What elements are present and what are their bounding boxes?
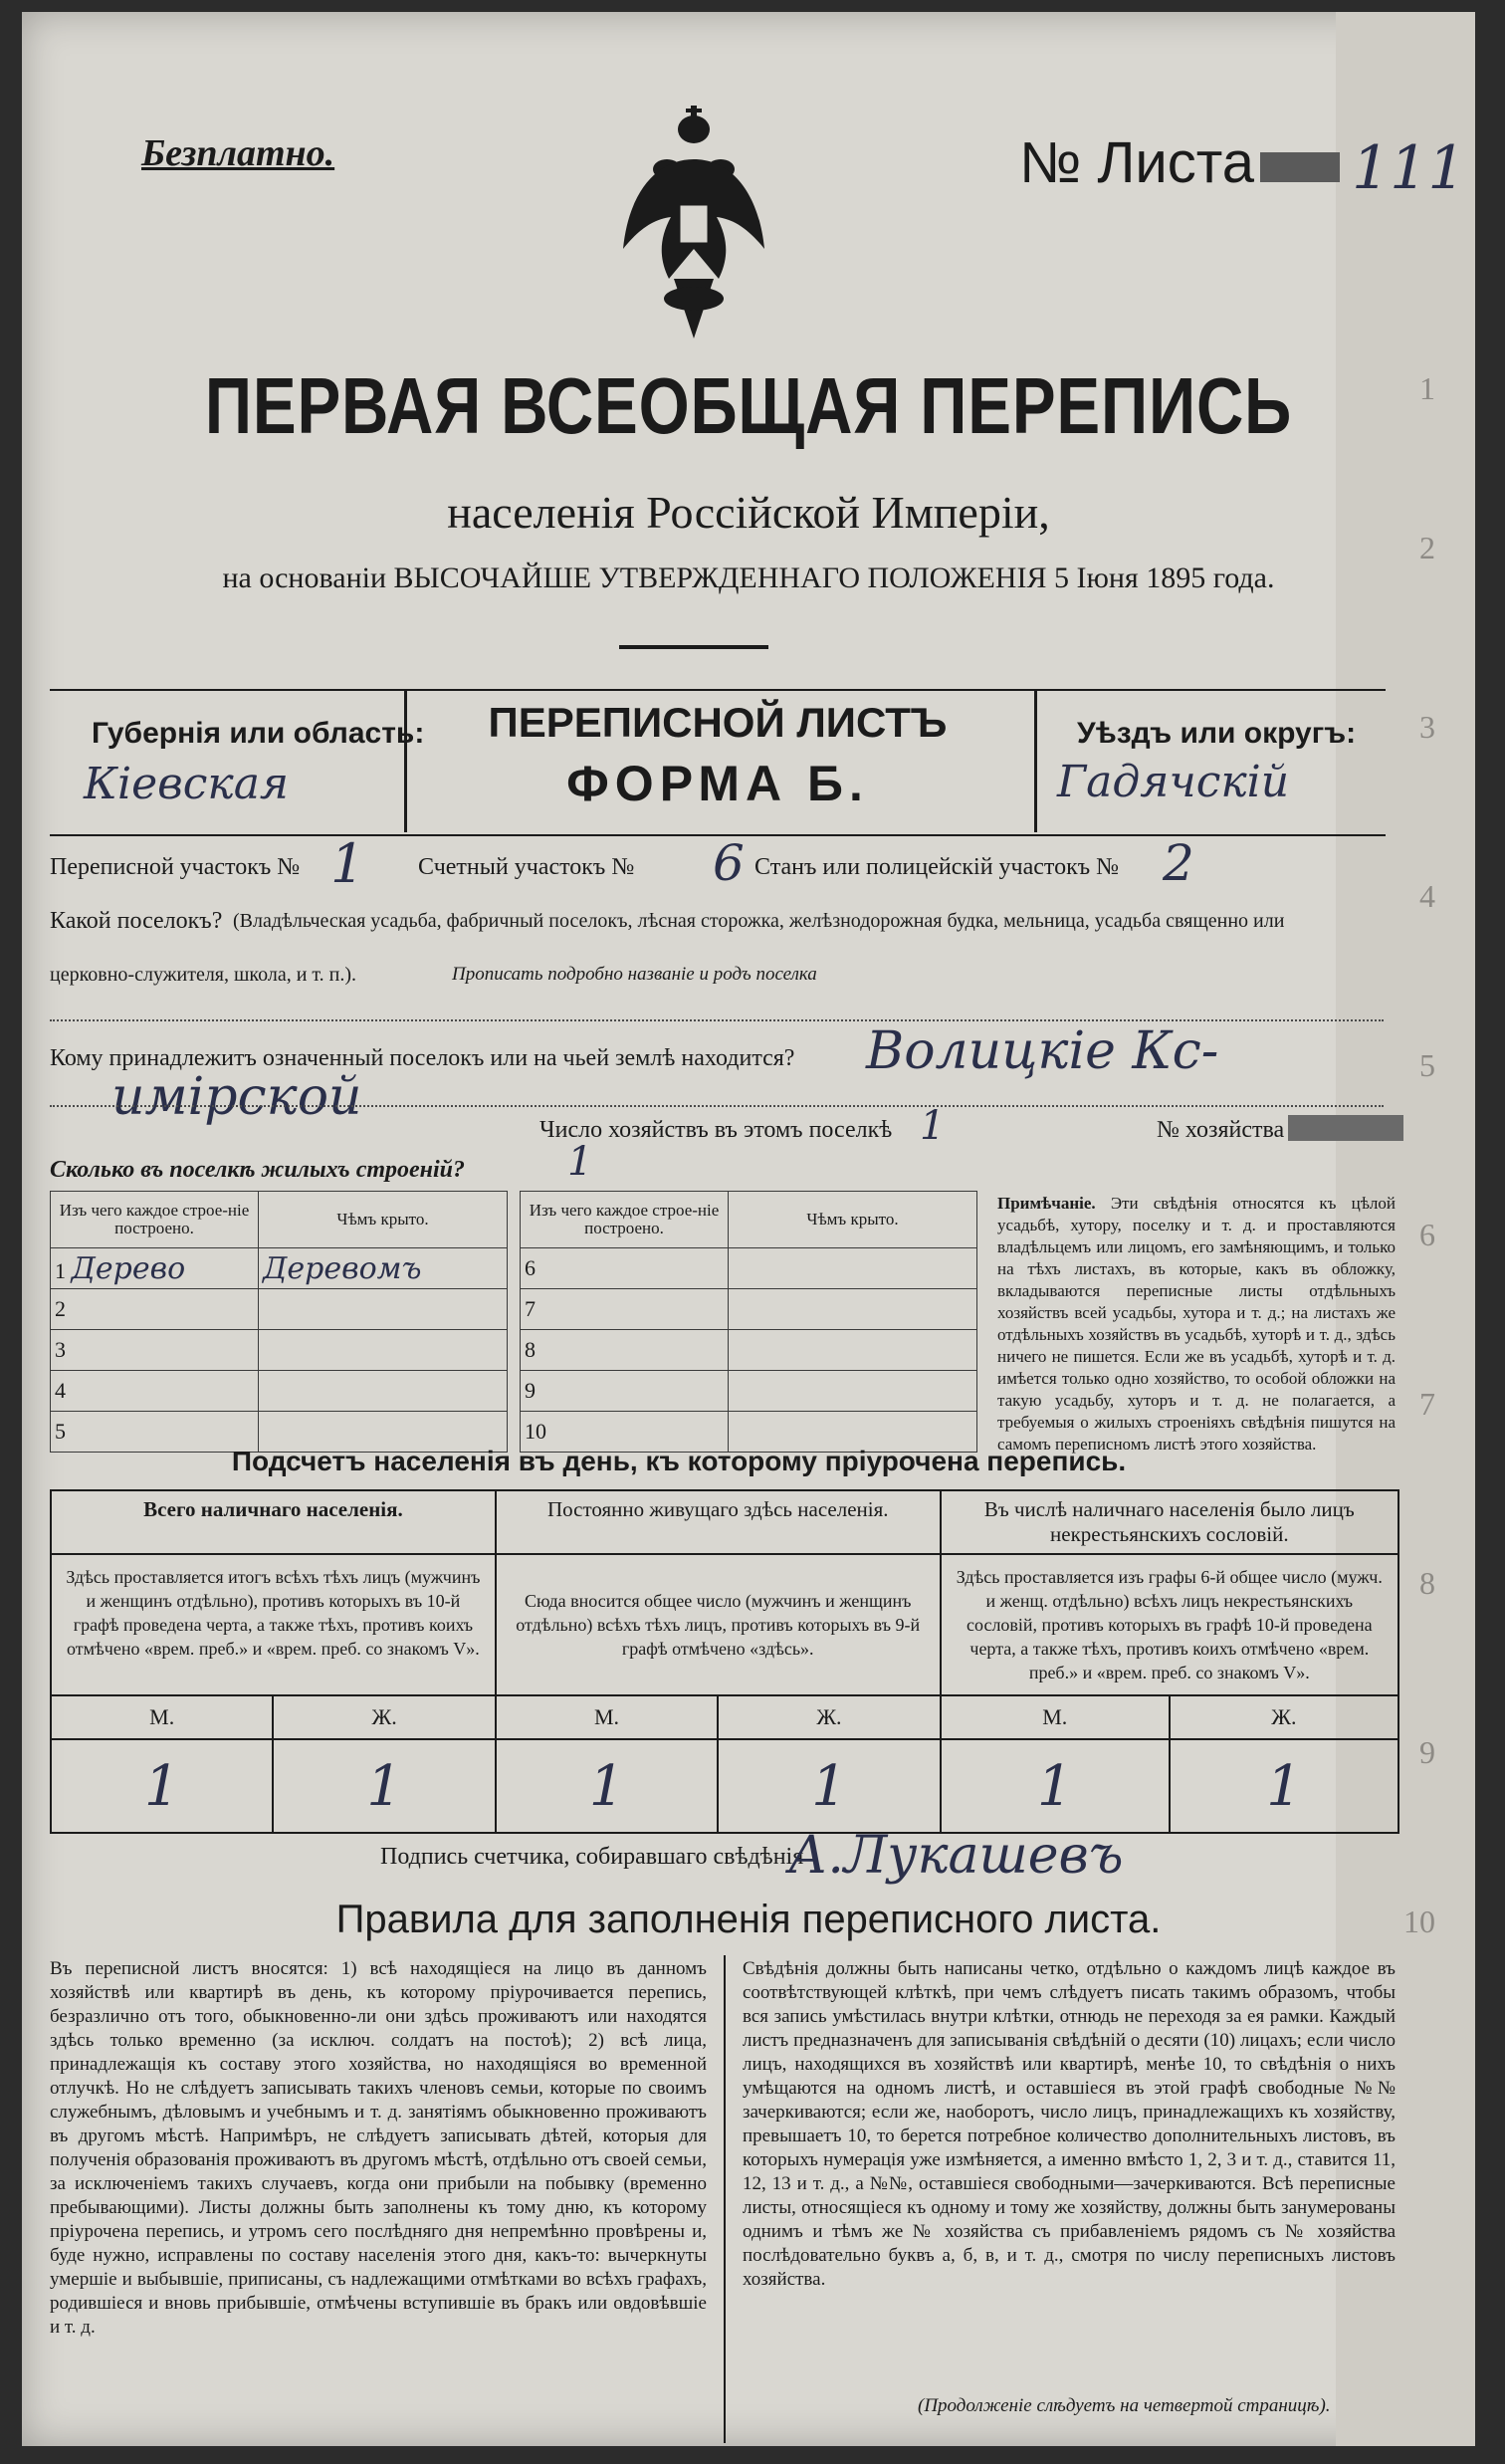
- col-material-header: Изъ чего каждое строе-ніе построено.: [51, 1192, 259, 1248]
- buildings-label: Сколько въ поселкѣ жилыхъ строеній?: [50, 1157, 465, 1183]
- free-label: Безплатно.: [141, 132, 335, 174]
- margin-number: 7: [1419, 1386, 1435, 1422]
- table-row: 2: [51, 1289, 508, 1330]
- rules-continued: (Продолженіе слѣдуетъ на четвертой страницѣ).: [918, 2395, 1331, 2416]
- table-row: 7: [521, 1289, 977, 1330]
- group-title: Въ числѣ наличнаго населенія было лицъ некрестьянскихъ сословій.: [941, 1490, 1398, 1554]
- sheet-number-label: № Листа: [1019, 129, 1340, 196]
- margin-number: 2: [1419, 530, 1435, 565]
- male-count: 1: [51, 1739, 273, 1833]
- female-header: Ж.: [273, 1695, 495, 1739]
- guberniya-value: Кіевская: [84, 759, 290, 809]
- col-roof-header: Чѣмъ крыто.: [729, 1192, 977, 1248]
- margin-number: 10: [1403, 1904, 1435, 1939]
- column-divider: [724, 1955, 726, 2443]
- owner-line: [50, 1103, 1384, 1107]
- margin-number: 1: [1419, 370, 1435, 406]
- table-row: 8: [521, 1330, 977, 1371]
- male-header: М.: [51, 1695, 273, 1739]
- group-desc: Сюда вносится общее число (мужчинъ и женщинъ отдѣльно) всѣхъ тѣхъ лицъ, противъ которыхъ въ 9-й графѣ отмѣчено «здѣсь».: [496, 1554, 941, 1695]
- margin-number: 9: [1419, 1734, 1435, 1770]
- count-heading: Подсчетъ населенія въ день, къ которому пріурочена перепись.: [231, 1446, 1127, 1476]
- rules-left-column: Въ переписной листъ вносятся: 1) всѣ находящіеся на лицо въ данномъ хозяйствѣ или квартирѣ въ день, къ которому пріурочивается перепись, безразлично отъ того, обыкновенно-ли они здѣсь проживаютъ или находятся здѣсь только временно (за исключ. солдатъ на постоѣ); 2) всѣ лица, принадлежащія къ составу этого хозяйства, но находящіяся во временной отлучкѣ. Но не слѣдуетъ записывать такихъ членовъ семьи, которые по своимъ служебнымъ, дѣловымъ и учебнымъ и т. д. занятіямъ обыкновенно проживаютъ въ другомъ мѣстѣ. Напримѣръ, не слѣдуетъ записывать дѣтей, которыя для полученія образованія проживаютъ въ другомъ мѣстѣ, отдѣльно отъ своей семьи, за исключеніемъ такихъ случаевъ, когда они прибыли на побывку (временно пребывающими). Листы должны быть заполнены къ тому дню, къ которому пріурочена перепись, и утромъ сего послѣдняго дня непремѣнно провѣрены и, буде нужно, исправлены по составу населенія этого дня, какъ-то: вычеркнуты умершіе и выбывшіе, приписаны, съ надлежащими отмѣтками во всѣхъ графахъ, родившіеся и вновь прибывшіе, отмѣчены вступившіе въ бракъ или овдовѣвшіе и т. д.: [50, 1958, 707, 2338]
- household-no-redacted: [1288, 1115, 1403, 1141]
- female-count: 1: [273, 1739, 495, 1833]
- census-decree: на основаніи ВЫСОЧАЙШЕ УТВЕРЖДЕННАГО ПОЛОЖЕНІЯ 5 Іюня 1895 года.: [222, 561, 1275, 594]
- table-row: 3: [51, 1330, 508, 1371]
- col-roof-header: Чѣмъ крыто.: [259, 1192, 508, 1248]
- sheet-number-handwritten: 111: [1352, 133, 1466, 203]
- margin-number: 8: [1419, 1565, 1435, 1601]
- census-subtitle: населенія Россійской Имперіи,: [447, 487, 1050, 538]
- poselok-hint-3: Прописать подробно названіе и родъ поселка: [452, 964, 817, 985]
- male-header: М.: [496, 1695, 718, 1739]
- table-row: 10: [521, 1412, 977, 1453]
- uezd-label: Уѣздъ или округъ:: [1077, 717, 1357, 750]
- col-material-header: Изъ чего каждое строе-ніе построено.: [521, 1192, 729, 1248]
- schetny-label: Счетный участокъ №: [418, 854, 635, 880]
- household-no-label: № хозяйства: [1157, 1117, 1285, 1143]
- poselok-hint-2: церковно-служителя, школа, и т. п.).: [50, 964, 356, 986]
- buildings-table-right: [520, 1191, 977, 1453]
- rules-title: Правила для заполненія переписного листа.: [335, 1898, 1162, 1941]
- perepisnoy-label: Переписной участокъ №: [50, 854, 301, 880]
- owner-value-1: Волицкіе Кс-: [866, 1021, 1219, 1081]
- table-row: 1 Дерево Деревомъ: [51, 1248, 508, 1289]
- divider: [619, 645, 768, 649]
- female-header: Ж.: [718, 1695, 940, 1739]
- perepisnoy-value: 1: [330, 832, 365, 895]
- owner-label: Кому принадлежитъ означенный поселокъ или на чьей землѣ находится?: [50, 1045, 795, 1071]
- male-count: 1: [496, 1739, 718, 1833]
- male-header: М.: [941, 1695, 1170, 1739]
- table-row: 9: [521, 1371, 977, 1412]
- imperial-eagle-emblem: [619, 100, 768, 348]
- buildings-table-left: [50, 1191, 508, 1453]
- group-title: Постоянно живущаго здѣсь населенія.: [496, 1490, 941, 1554]
- poselok-label: Какой поселокъ?: [50, 908, 223, 934]
- buildings-note: Примѣчаніе. Эти свѣдѣнія относятся къ цѣлой усадьбѣ, хутору, поселку и т. д. и проставляются владѣльцемъ или лицомъ, его замѣняющимъ, и только на тѣхъ листахъ, въ которые, какъ въ обложку, вкладываются переписные листы отдѣльныхъ хозяйствъ всей усадьбы, хутора и т. д.; на листахъ же отдѣльныхъ хозяйствъ въ усадьбѣ, хуторѣ и т. д., здѣсь ничего не пишется. Если же въ усадьбѣ, хуторѣ и т. д. имѣется только одно хозяйство, то особой обложки на такую усадьбу, хуторъ и т. д. не полагается, а требуемыя о жилыхъ строеніяхъ свѣдѣнія пишутся на самомъ переписномъ листѣ этого хозяйства.: [997, 1194, 1397, 1454]
- table-row: 4: [51, 1371, 508, 1412]
- female-count: 1: [1170, 1739, 1398, 1833]
- schetny-value: 6: [713, 834, 745, 892]
- group-title: Всего наличнаго населенія.: [51, 1490, 496, 1554]
- form-subtitle: ФОРМА Б.: [566, 756, 869, 811]
- rules-right-column: Свѣдѣнія должны быть написаны четко, отдѣльно о каждомъ лицѣ каждое въ соотвѣтствующей клѣткѣ, при чемъ слѣдуетъ писать такимъ образомъ, чтобы вся запись умѣстилась внутри клѣтки, отнюдь не переходя за ея рамки. Каждый листъ предназначенъ для записыванія свѣдѣній о десяти (10) лицахъ; если число лицъ, находящихся въ хозяйствѣ или квартирѣ, менѣе 10, то свѣдѣнія о нихъ умѣщаются на одномъ листѣ, и оставшіеся въ этой графѣ свободные №№ зачеркиваются; если же, наоборотъ, число лицъ, принадлежащихъ къ хозяйству, превышаетъ 10, то берется потребное количество дополнительныхъ листовъ, въ которыхъ нумерація уже измѣняется, а именно вмѣсто 1, 2, 3 и т. д., ставится 11, 12, 13 и т. д., а №№, оставшіеся свободными—зачеркиваются. Всѣ переписные листы, относящіеся къ одному и тому же хозяйству, должны быть занумерованы однимъ и тѣмъ же № хозяйства съ прибавленіемъ рядомъ съ № хозяйства послѣдовательно буквъ а, б, в, и т. д., смотря по числу переписныхъ листовъ хозяйства.: [743, 1958, 1396, 2290]
- stan-value: 2: [1163, 834, 1194, 892]
- census-sheet: [22, 12, 1475, 2446]
- households-label: Число хозяйствъ въ этомъ поселкѣ: [539, 1117, 893, 1143]
- female-header: Ж.: [1170, 1695, 1398, 1739]
- female-count: 1: [718, 1739, 940, 1833]
- group-desc: Здѣсь проставляется изъ графы 6-й общее число (мужч. и женщ. отдѣльно) всѣхъ лицъ некрестьянскихъ сословій, противъ которыхъ въ графѣ 10-й проведена черта, а также тѣхъ, противъ коихъ отмѣчено «врем. преб.» и «врем. преб. со знакомъ V».: [941, 1554, 1398, 1695]
- households-value: 1: [920, 1103, 946, 1149]
- guberniya-label: Губернія или область:: [92, 717, 425, 750]
- uezd-value: Гадячскій: [1057, 757, 1290, 807]
- census-title: ПЕРВАЯ ВСЕОБЩАЯ ПЕРЕПИСЬ: [204, 361, 1293, 450]
- margin-number: 5: [1419, 1047, 1435, 1083]
- population-count-table: [50, 1489, 1399, 1834]
- group-desc: Здѣсь проставляется итогъ всѣхъ тѣхъ лицъ (мужчинъ и женщинъ отдѣльно), противъ которыхъ въ 10-й графѣ проведена черта, а также тѣхъ, противъ коихъ отмѣчено «врем. преб.» и «врем. преб. со знакомъ V».: [51, 1554, 496, 1695]
- table-row: 5: [51, 1412, 508, 1453]
- signature-value: А.Лукашевъ: [788, 1826, 1124, 1886]
- margin-number: 4: [1419, 878, 1435, 914]
- form-title: ПЕРЕПИСНОЙ ЛИСТЪ: [488, 699, 948, 746]
- male-count: 1: [941, 1739, 1170, 1833]
- owner-value-2: имірской: [111, 1067, 362, 1127]
- buildings-value: 1: [567, 1139, 593, 1185]
- stan-label: Станъ или полицейскій участокъ №: [754, 854, 1120, 880]
- margin-number: 3: [1419, 709, 1435, 745]
- signature-label: Подпись счетчика, собиравшаго свѣдѣнія: [380, 1844, 804, 1870]
- table-row: 6: [521, 1248, 977, 1289]
- margin-number: 6: [1419, 1217, 1435, 1252]
- poselok-hint: (Владѣльческая усадьба, фабричный поселокъ, лѣсная сторожка, желѣзнодорожная будка, мельница, усадьба священно или: [233, 910, 1285, 932]
